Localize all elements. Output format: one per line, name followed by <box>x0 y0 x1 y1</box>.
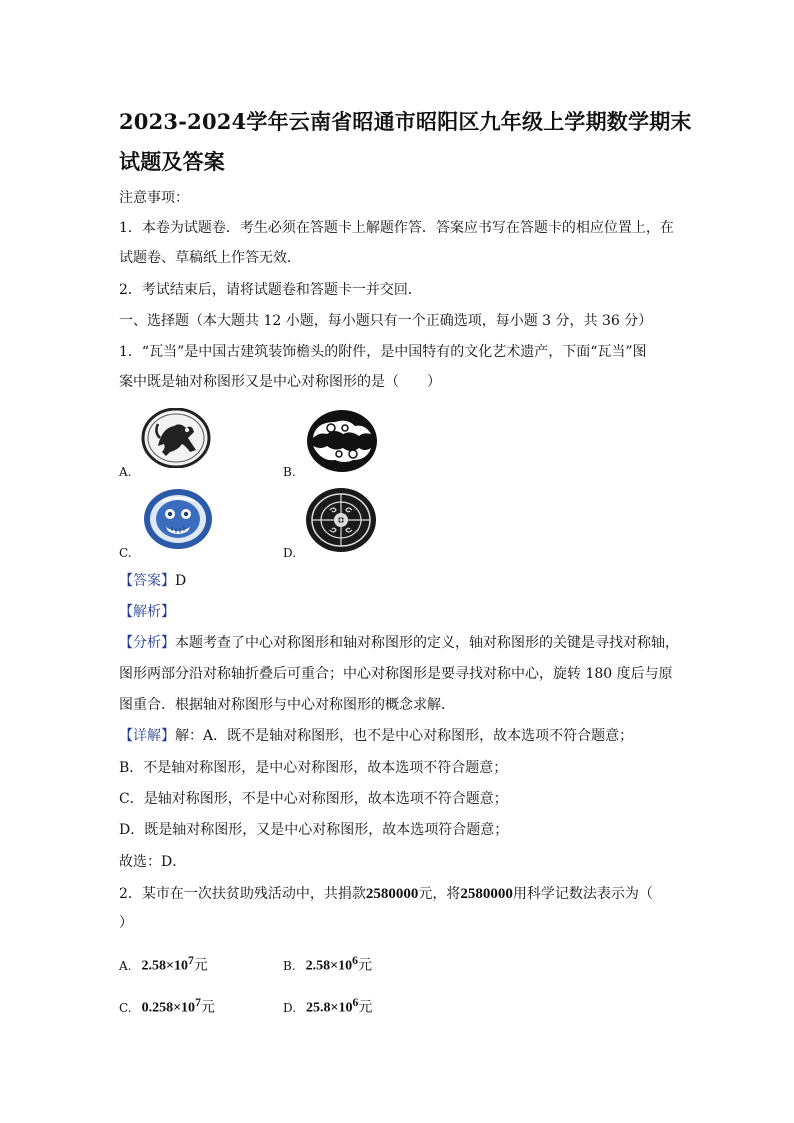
q1-stem-line-a: 1．“瓦当”是中国古建筑装饰檐头的附件，是中国特有的文化艺术遗产，下面“瓦当”图 <box>119 344 647 360</box>
q2-option-c-mantissa: 0.258 <box>141 1000 174 1016</box>
q2-option-c-unit: 元 <box>200 999 215 1016</box>
detail-text-a: 解：A．既不是轴对称图形，也不是中心对称图形，故本选项不符合题意； <box>175 728 634 744</box>
q2-option-d <box>283 996 372 1017</box>
fenxi-text-a: 本题考查了中心对称图形和轴对称图形的定义，轴对称图形的关键是寻找对称轴， <box>175 635 679 651</box>
q2-option-b <box>283 954 372 975</box>
q1-fenxi-line-c: 图重合．根据轴对称图形与中心对称图形的概念求解． <box>119 697 455 713</box>
q2-amount-1: 2580000 <box>365 886 419 902</box>
q2-option-c <box>119 996 215 1017</box>
q2-option-a <box>119 954 208 975</box>
document-title-line2: 试题及答案 <box>119 149 225 174</box>
q1-option-a-tile-image <box>140 408 212 468</box>
q2-option-b-unit: 元 <box>357 957 372 974</box>
q1-option-d-tile-image <box>304 486 378 554</box>
q1-answer <box>119 572 186 590</box>
fenxi-tag: 【分析】 <box>119 635 175 651</box>
q2-option-a-mantissa: 2.58 <box>141 958 166 974</box>
answer-tag: 【答案】 <box>119 573 175 589</box>
q1-conclusion: 故选：D． <box>119 854 187 870</box>
q2-stem-part1: 2．某市在一次扶贫助残活动中，共捐款 <box>119 886 366 902</box>
detail-tag: 【详解】 <box>119 728 175 744</box>
q1-option-c-tile-image <box>142 487 214 551</box>
q2-option-a-unit: 元 <box>193 957 208 974</box>
q1-option-b-label: B. <box>283 465 296 479</box>
q2-option-a-times: ×10 <box>165 958 188 974</box>
notes-heading: 注意事项： <box>119 190 189 206</box>
section-heading: 一、选择题（本大题共 12 小题，每小题只有一个正确选项，每小题 3 分，共 36 分） <box>119 313 653 329</box>
q2-option-d-exp: 6 <box>352 996 359 1009</box>
q1-option-c-label: C. <box>119 546 132 560</box>
q1-detail-line-c: C．是轴对称图形，不是中心对称图形，故本选项不符合题意； <box>119 791 508 807</box>
answer-value: D <box>175 573 187 589</box>
q1-fenxi-line-b: 图形两部分沿对称轴折叠后可重合；中心对称图形是要寻找对称中心，旋转 180 度后与原 <box>119 666 673 682</box>
q1-fenxi-line-a <box>119 634 679 652</box>
q2-option-d-label: D. <box>283 1000 297 1015</box>
q2-option-d-times: ×10 <box>330 1000 353 1016</box>
q1-option-b-tile-image <box>305 408 379 474</box>
q2-option-c-exp: 7 <box>195 996 201 1009</box>
q1-option-d-label: D. <box>283 546 297 560</box>
q2-stem-part2: 元，将 <box>418 886 461 902</box>
q1-detail-line-b: B．不是轴对称图形，是中心对称图形，故本选项不符合题意； <box>119 760 508 776</box>
q1-analysis-tag <box>119 603 175 621</box>
q1-stem-line-b: 案中既是轴对称图形又是中心对称图形的是（ ） <box>119 374 441 390</box>
q1-option-a-label: A. <box>119 465 132 479</box>
note-1-line-a: 1．本卷为试题卷．考生必须在答题卡上解题作答．答案应书写在答题卡的相应位置上，在 <box>119 220 674 236</box>
q2-option-a-label: A. <box>119 958 132 973</box>
q2-stem-part3: 用科学记数法表示为（ <box>512 886 653 902</box>
q1-detail-line-d: D．既是轴对称图形，又是中心对称图形，故本选项符合题意； <box>119 822 509 838</box>
note-1-line-b: 试题卷、草稿纸上作答无效． <box>119 250 301 266</box>
q2-option-b-label: B. <box>283 958 296 973</box>
q2-option-a-exp: 7 <box>187 954 194 967</box>
analysis-tag: 【解析】 <box>119 604 175 620</box>
q2-stem-line-b: ） <box>119 915 133 931</box>
q2-option-b-times: ×10 <box>330 958 353 974</box>
q1-detail-line-a <box>119 727 633 745</box>
q2-stem-line-a <box>119 885 653 903</box>
q2-option-b-exp: 6 <box>352 954 358 967</box>
q2-option-b-mantissa: 2.58 <box>305 958 331 974</box>
q2-option-c-label: C. <box>119 1000 132 1015</box>
document-title-line1: 2023-2024学年云南省昭通市昭阳区九年级上学期数学期末 <box>119 109 692 134</box>
q2-option-d-mantissa: 25.8 <box>306 1000 331 1016</box>
q2-amount-2: 2580000 <box>460 886 513 902</box>
note-2: 2．考试结束后，请将试题卷和答题卡一并交回． <box>119 282 422 298</box>
q2-option-d-unit: 元 <box>358 999 373 1016</box>
q2-option-c-times: ×10 <box>173 1000 196 1016</box>
